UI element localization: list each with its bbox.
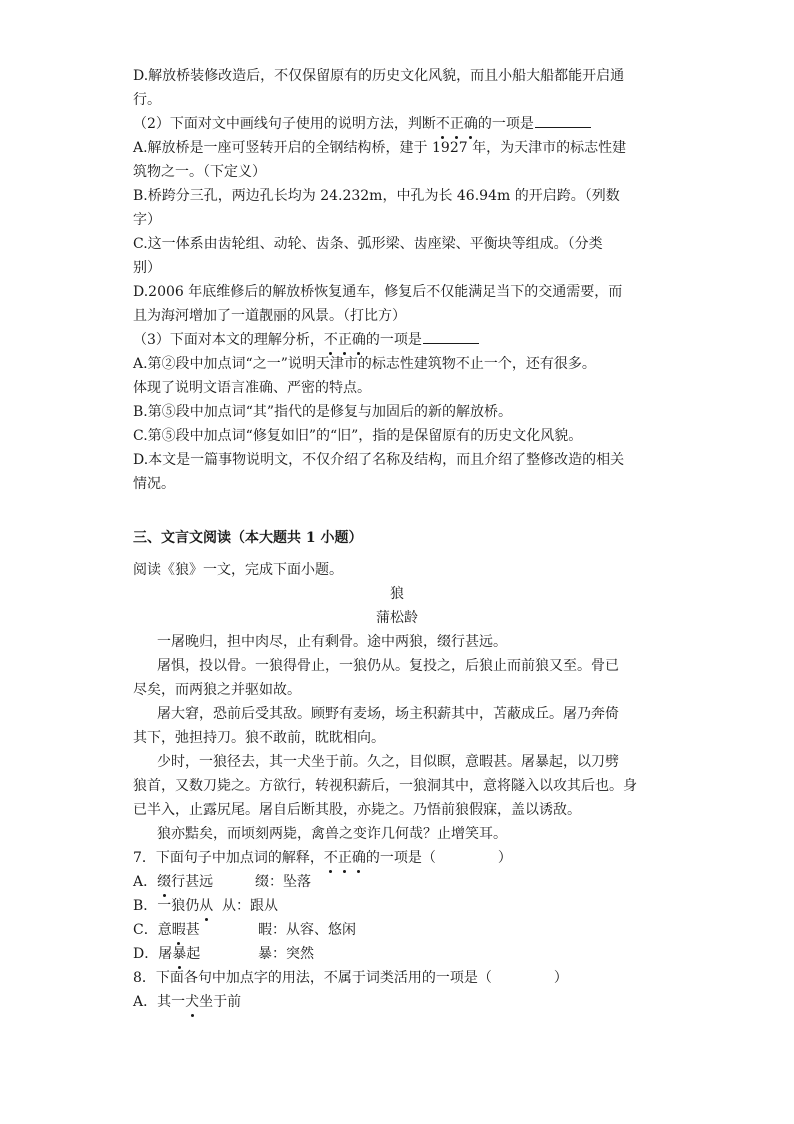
q2-option-a-line2: 筑物之一。（下定义） <box>133 164 266 180</box>
answer-blank[interactable] <box>423 330 479 344</box>
q3-option-c: C.第⑤段中加点词“修复如旧”的“旧”，指的是保留原有的历史文化风貌。 <box>133 428 583 444</box>
passage-title: 狼 <box>390 586 404 602</box>
emphasis-dot-char: 确 <box>352 848 366 868</box>
q7-option-b-gloss: 从：跟从 <box>222 898 278 914</box>
q1-option-d-line2: 行。 <box>133 92 161 108</box>
q3-option-a-line2: 体现了说明文语言准确、严密的特点。 <box>133 380 371 396</box>
passage-paragraph-2-line1: 屠惧，投以骨。一狼得骨止，一狼仍从。复投之，后狼止而前狼又至。骨已 <box>157 658 619 674</box>
q2-stem: （2）下面对文中画线句子使用的说明方法，判断不 正 确 的一项是 <box>133 114 591 134</box>
q3-option-d-line2: 情况。 <box>133 476 175 492</box>
q3-option-d-line1: D.本文是一篇事物说明文，不仅介绍了名称及结构，而且介绍了整修改造的相关 <box>133 452 625 468</box>
passage-paragraph-3-line2: 其下，弛担持刀。狼不敢前，眈眈相向。 <box>133 730 385 746</box>
emphasis-dot-char: 确 <box>464 114 478 134</box>
q3-stem: （3）下面对本文的理解分析，不 正 确 的一项是 <box>133 330 479 350</box>
q2-option-c-line1: C.这一体系由齿轮组、动轮、齿条、弧形梁、齿座梁、平衡块等组成。（分类 <box>133 236 603 252</box>
emphasis-dot-char: 正 <box>450 114 464 134</box>
q2-option-c-line2: 别） <box>133 260 161 276</box>
passage-author: 蒲松龄 <box>376 610 418 626</box>
emphasis-dot-char: 缀 <box>157 872 171 892</box>
emphasis-dot-char: 正 <box>338 330 352 350</box>
q2-option-a-line1: A.解放桥是一座可竖转开启的全钢结构桥，建于 1927 年，为天津市的标志性建 <box>133 140 627 156</box>
emphasis-dot-char: 暴 <box>172 944 186 964</box>
q8-option-a: A．其一犬 坐于前 <box>133 992 241 1012</box>
passage-paragraph-1: 一屠晚归，担中肉尽，止有剩骨。途中两狼，缀行甚远。 <box>157 634 507 650</box>
q1-option-d-line1: D.解放桥装修改造后，不仅保留原有的历史文化风貌，而且小船大船都能开启通 <box>133 68 625 84</box>
q2-option-d-line2: 且为海河增加了一道靓丽的风景。（打比方） <box>133 308 406 324</box>
emphasis-dot-char: 正 <box>338 848 352 868</box>
q3-option-b: B.第⑤段中加点词“其”指代的是修复与加固后的新的解放桥。 <box>133 404 513 420</box>
answer-blank[interactable] <box>535 114 591 128</box>
emphasis-dot-char: 从 <box>199 896 213 916</box>
q2-option-d-line1: D.2006 年底维修后的解放桥恢复通车，修复后不仅能满足当下的交通需要，而 <box>133 284 623 300</box>
passage-paragraph-4-line1: 少时，一狼径去，其一犬坐于前。久之，目似瞑，意暇甚。屠暴起，以刀劈 <box>157 754 619 770</box>
passage-paragraph-5: 狼亦黠矣，而顷刻两毙，禽兽之变诈几何哉？止增笑耳。 <box>157 826 507 842</box>
emphasis-dot-char: 犬 <box>185 992 199 1012</box>
q7-option-c-gloss: 暇：从容、悠闲 <box>258 922 356 938</box>
emphasis-dot-char: 不 <box>436 114 450 134</box>
q2-option-b-line2: 字） <box>133 212 161 228</box>
emphasis-dot-char: 不 <box>324 848 338 868</box>
q2-option-b-line1: B.桥跨分三孔，两边孔长均为 24.232m，中孔为长 46.94m 的开启跨。（列数 <box>133 188 620 204</box>
section-heading: 三、文言文阅读（本大题共 1 小题） <box>133 530 363 546</box>
q3-option-a-line1: A.第②段中加点词“之一”说明天津市的标志性建筑物不止一个，还有很多。 <box>133 356 596 372</box>
passage-paragraph-4-line3: 已半入，止露尻尾。屠自后断其股，亦毙之。乃悟前狼假寐，盖以诱敌。 <box>133 802 581 818</box>
emphasis-dot-char: 不 <box>324 330 338 350</box>
passage-paragraph-4-line2: 狼首，又数刀毙之。方欲行，转视积薪后，一狼洞其中，意将隧入以攻其后也。身 <box>133 778 637 794</box>
q7-option-c: C．意暇 甚 <box>133 920 200 940</box>
q7-option-d: D．屠暴 起 <box>133 944 200 964</box>
q7-option-a: A．缀 行甚远 <box>133 872 213 892</box>
q7-option-a-gloss: 缀：坠落 <box>255 874 311 890</box>
passage-paragraph-2-line2: 尽矣，而两狼之并驱如故。 <box>133 682 301 698</box>
emphasis-dot-char: 确 <box>352 330 366 350</box>
q7-stem: 7．下面句子中加点词的解释，不 正 确 的一项是（ ） <box>133 848 512 868</box>
emphasis-dot-char: 暇 <box>172 920 186 940</box>
q8-stem: 8．下面各句中加点字的用法，不属于词类活用的一项是（ ） <box>133 970 568 986</box>
passage-paragraph-3-line1: 屠大窘，恐前后受其敌。顾野有麦场，场主积薪其中，苫蔽成丘。屠乃奔倚 <box>157 706 619 722</box>
section-intro: 阅读《狼》一文，完成下面小题。 <box>133 562 343 578</box>
q7-option-b: B．一狼仍从 <box>133 896 213 916</box>
q7-option-d-gloss: 暴：突然 <box>258 946 314 962</box>
